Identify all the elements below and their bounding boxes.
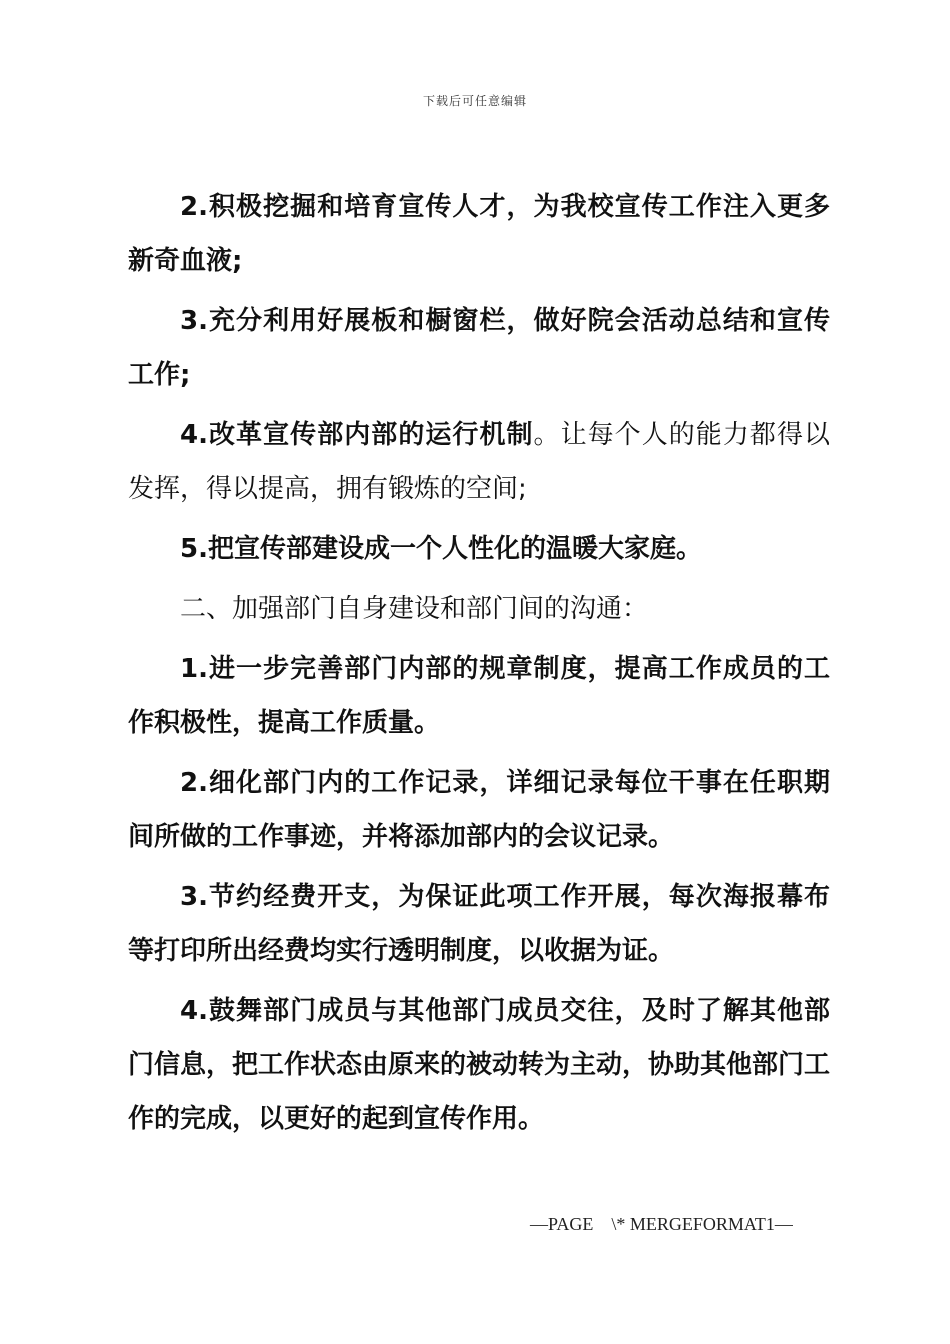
paragraph <box>128 294 830 402</box>
paragraph <box>128 180 830 288</box>
paragraph-bold-text: 4.鼓舞部门成员与其他部门成员交往，及时了解其他部门信息，把工作状态由原来的被动转为主动，协助其他部门工作的完成，以更好的起到宣传作用。 <box>128 996 831 1134</box>
paragraph <box>128 642 830 750</box>
document-body <box>128 180 830 1146</box>
paragraph <box>128 870 830 978</box>
paragraph-bold-text: 2.细化部门内的工作记录，详细记录每位干事在任职期间所做的工作事迹，并将添加部内的会议记录。 <box>128 768 830 852</box>
page-header: 下载后可任意编辑 <box>422 94 527 108</box>
paragraph <box>128 522 830 576</box>
paragraph-bold-text: 4.改革宣传部内部的运行机制 <box>180 420 534 450</box>
paragraph <box>128 984 830 1146</box>
paragraph-normal-text: 。让每个人的能力都得以发挥，得以提高，拥有锻炼的空间; <box>128 420 830 504</box>
paragraph <box>128 756 830 864</box>
paragraph-normal-text: 二、加强部门自身建设和部门间的沟通： <box>180 594 649 624</box>
page-footer: —PAGE \* MERGEFORMAT1— <box>530 1214 793 1234</box>
paragraph-bold-text: 3.节约经费开支，为保证此项工作开展，每次海报幕布等打印所出经费均实行透明制度，以收据为证。 <box>128 882 830 966</box>
paragraph-bold-text: 2.积极挖掘和培育宣传人才，为我校宣传工作注入更多新奇血液; <box>128 192 830 276</box>
paragraph <box>128 408 830 516</box>
paragraph-bold-text: 3.充分利用好展板和橱窗栏，做好院会活动总结和宣传工作; <box>128 306 830 390</box>
paragraph-bold-text: 1.进一步完善部门内部的规章制度，提高工作成员的工作积极性，提高工作质量。 <box>128 654 830 738</box>
section-heading <box>128 582 830 636</box>
paragraph-bold-text: 5.把宣传部建设成一个人性化的温暖大家庭。 <box>180 534 702 564</box>
